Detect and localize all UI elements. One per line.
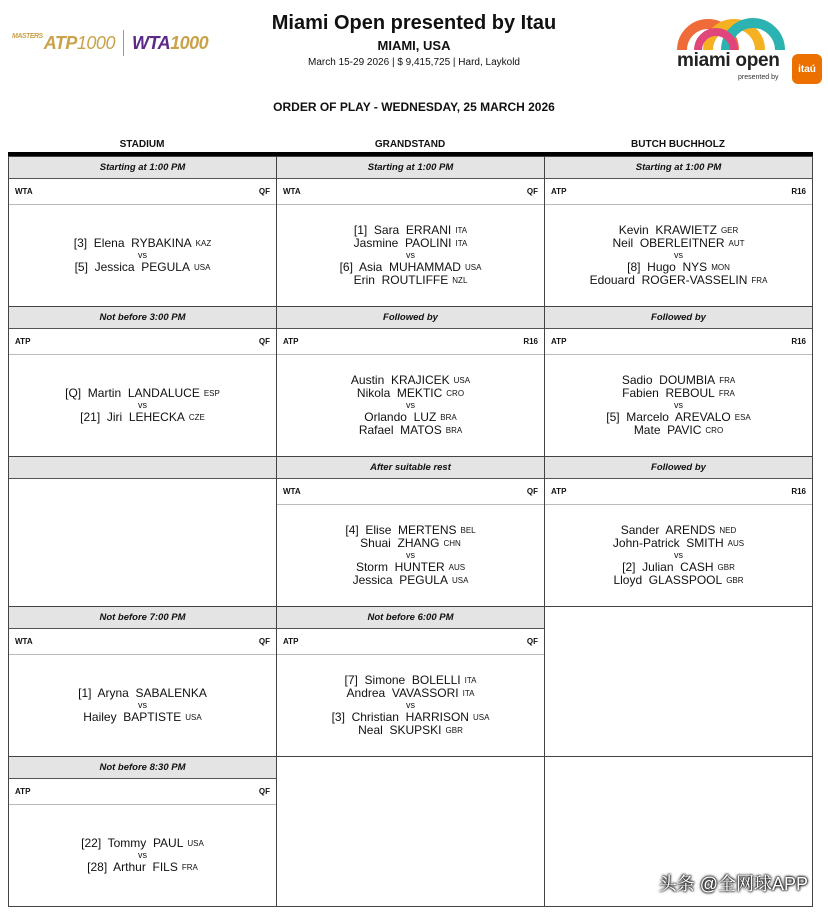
tournament-title: Miami Open presented by Itau (271, 12, 557, 34)
slot-time: Not before 3:00 PM (9, 307, 276, 329)
vs-label: vs (674, 549, 683, 560)
player-country: GER (720, 225, 739, 235)
player-country: FRA (719, 375, 736, 385)
player-country: CRO (446, 388, 465, 398)
wta-1000-logo: WTA1000 (131, 32, 209, 53)
tour-label: ATP (551, 487, 567, 496)
round-label: R16 (523, 337, 538, 346)
court-header-grandstand: GRANDSTAND (374, 139, 446, 150)
match-cell (277, 756, 545, 906)
match-cell (9, 456, 277, 606)
player-name: Nikola MEKTIC CRO (356, 385, 465, 400)
players (277, 505, 544, 605)
players (9, 355, 276, 455)
match-meta (545, 479, 812, 505)
player-country: ESA (734, 412, 751, 422)
round-label: QF (258, 637, 270, 646)
tour-label: WTA (283, 487, 301, 496)
player-country: FRA (181, 862, 198, 872)
vs-label: vs (138, 849, 147, 860)
slot-time: Not before 6:00 PM (277, 607, 544, 629)
miami-open-arcs-icon (676, 4, 788, 54)
player-name: [1] Aryna SABALENKA (78, 685, 207, 700)
match-cell (545, 606, 813, 756)
player-country: USA (453, 375, 471, 385)
round-label: QF (526, 637, 538, 646)
player-country: AUS (448, 562, 466, 572)
match-cell (545, 156, 813, 306)
players (9, 655, 276, 755)
match-cell (277, 606, 545, 756)
match-meta (9, 629, 276, 655)
round-label: R16 (791, 187, 806, 196)
match-cell (9, 156, 277, 306)
player-country: FRA (751, 275, 768, 285)
vs-label: vs (406, 549, 415, 560)
players (277, 205, 544, 305)
tour-label: WTA (283, 187, 301, 196)
slot-time-empty (9, 457, 276, 479)
vs-label: vs (138, 699, 147, 710)
player-country: CHN (443, 538, 461, 548)
players (9, 205, 276, 305)
slot-time: Starting at 1:00 PM (545, 157, 812, 179)
round-label: R16 (791, 487, 806, 496)
player-name: Erin ROUTLIFFE NZL (353, 272, 468, 287)
player-name: [5] Marcelo AREVALO ESA (606, 409, 751, 424)
watermark: 头条 @全网球APP (658, 874, 808, 894)
match-meta (545, 179, 812, 205)
match-cell (277, 306, 545, 456)
tour-label: WTA (15, 637, 33, 646)
round-label: QF (258, 187, 270, 196)
tour-label: ATP (15, 337, 31, 346)
player-country: NZL (452, 275, 468, 285)
player-country: CZE (188, 412, 205, 422)
tour-label: WTA (15, 187, 33, 196)
match-cell (277, 456, 545, 606)
players (9, 805, 276, 905)
match-cell (277, 156, 545, 306)
vs-label: vs (138, 399, 147, 410)
miami-open-logo: miami open presented by itaú (672, 4, 822, 88)
players (545, 505, 812, 605)
players (277, 355, 544, 455)
player-name: [22] Tommy PAUL USA (81, 835, 204, 850)
vs-label: vs (674, 399, 683, 410)
player-country: GBR (445, 725, 463, 735)
player-country: ITA (455, 238, 468, 248)
slot-time: Followed by (545, 307, 812, 329)
player-country: KAZ (195, 238, 212, 248)
vs-label: vs (674, 249, 683, 260)
player-name: [5] Jessica PEGULA USA (74, 259, 211, 274)
match-cell (9, 306, 277, 456)
round-label: QF (258, 337, 270, 346)
match-cell (545, 306, 813, 456)
player-name: Hailey BAPTISTE USA (83, 709, 202, 724)
player-country: ITA (464, 675, 477, 685)
tournament-city: MIAMI, USA (377, 38, 451, 53)
player-name: [1] Sara ERRANI ITA (353, 222, 468, 237)
match-meta (9, 779, 276, 805)
player-name: John-Patrick SMITH AUS (612, 535, 745, 550)
player-name: Kevin KRAWIETZ GER (618, 222, 739, 237)
player-country: ESP (203, 388, 220, 398)
tour-label: ATP (551, 337, 567, 346)
player-country: USA (464, 262, 482, 272)
tournament-info: March 15-29 2026 | $ 9,415,725 | Hard, Laykold (308, 57, 520, 68)
player-name: Sander ARENDS NED (620, 522, 737, 537)
match-meta (277, 179, 544, 205)
match-cell (9, 756, 277, 906)
player-name: [3] Christian HARRISON USA (331, 709, 490, 724)
player-name: Andrea VAVASSORI ITA (346, 685, 475, 700)
player-country: ITA (455, 225, 468, 235)
player-country: FRA (718, 388, 735, 398)
player-country: MON (711, 262, 730, 272)
slot-time: Not before 7:00 PM (9, 607, 276, 629)
match-meta (277, 479, 544, 505)
match-meta (277, 329, 544, 355)
players (277, 655, 544, 755)
player-country: USA (187, 838, 204, 848)
slot-time: Followed by (545, 457, 812, 479)
vs-label: vs (406, 699, 415, 710)
player-name: [4] Elise MERTENS BEL (345, 522, 476, 537)
player-name: Jasmine PAOLINI ITA (353, 235, 468, 250)
player-name: [28] Arthur FILS FRA (87, 859, 198, 874)
player-country: AUS (727, 538, 745, 548)
vs-label: vs (406, 399, 415, 410)
player-name: Neil OBERLEITNER AUT (612, 235, 745, 250)
player-country: GBR (717, 562, 735, 572)
player-name: Shuai ZHANG CHN (360, 535, 461, 550)
court-header-stadium: STADIUM (119, 139, 165, 150)
player-name: Jessica PEGULA USA (352, 572, 469, 587)
player-country: USA (185, 712, 202, 722)
player-name: Sadio DOUMBIA FRA (621, 372, 736, 387)
match-meta (9, 179, 276, 205)
player-name: Edouard ROGER-VASSELIN FRA (589, 272, 768, 287)
vs-label: vs (406, 249, 415, 260)
tour-label: ATP (283, 337, 299, 346)
player-country: NED (719, 525, 737, 535)
player-name: Austin KRAJICEK USA (350, 372, 471, 387)
players (545, 355, 812, 455)
slot-time: Starting at 1:00 PM (277, 157, 544, 179)
match-cell (545, 456, 813, 606)
atp-masters-logo: $^{MASTERS}$ATP1000 (12, 32, 115, 53)
schedule-grid (8, 156, 813, 907)
player-country: AUT (728, 238, 745, 248)
player-country: BRA (440, 412, 457, 422)
player-name: [2] Julian CASH GBR (622, 559, 735, 574)
match-meta (277, 629, 544, 655)
slot-time: Followed by (277, 307, 544, 329)
match-meta (9, 329, 276, 355)
tour-label: ATP (283, 637, 299, 646)
player-country: BEL (460, 525, 476, 535)
player-name: [6] Asia MUHAMMAD USA (339, 259, 482, 274)
court-header-butch-buchholz: BUTCH BUCHHOLZ (631, 139, 725, 150)
player-country: GBR (726, 575, 744, 585)
player-name: Lloyd GLASSPOOL GBR (613, 572, 744, 587)
player-name: [21] Jiri LEHECKA CZE (80, 409, 205, 424)
match-cell (9, 606, 277, 756)
slot-time: Not before 8:30 PM (9, 757, 276, 779)
player-name: Orlando LUZ BRA (364, 409, 457, 424)
player-name: Mate PAVIC CRO (633, 422, 724, 437)
itau-logo: itaú (792, 54, 822, 84)
player-name: [3] Elena RYBAKINA KAZ (73, 235, 212, 250)
slot-time: After suitable rest (277, 457, 544, 479)
players (545, 205, 812, 305)
vs-label: vs (138, 249, 147, 260)
player-name: Rafael MATOS BRA (358, 422, 463, 437)
player-name: Neal SKUPSKI GBR (358, 722, 463, 737)
round-label: QF (526, 187, 538, 196)
player-name: [Q] Martin LANDALUCE ESP (65, 385, 220, 400)
round-label: R16 (791, 337, 806, 346)
player-name: Fabien REBOUL FRA (622, 385, 735, 400)
tour-label: ATP (15, 787, 31, 796)
player-country: USA (451, 575, 469, 585)
round-label: QF (258, 787, 270, 796)
player-country: USA (193, 262, 211, 272)
tour-label: ATP (551, 187, 567, 196)
player-name: Storm HUNTER AUS (355, 559, 466, 574)
player-name: [7] Simone BOLELLI ITA (344, 672, 477, 687)
player-name: [8] Hugo NYS MON (627, 259, 730, 274)
player-country: ITA (462, 688, 475, 698)
player-country: BRA (445, 425, 463, 435)
player-country: USA (472, 712, 490, 722)
slot-time: Starting at 1:00 PM (9, 157, 276, 179)
order-of-play-title: ORDER OF PLAY - WEDNESDAY, 25 MARCH 2026 (273, 100, 555, 114)
round-label: QF (526, 487, 538, 496)
player-country: CRO (705, 425, 724, 435)
match-meta (545, 329, 812, 355)
